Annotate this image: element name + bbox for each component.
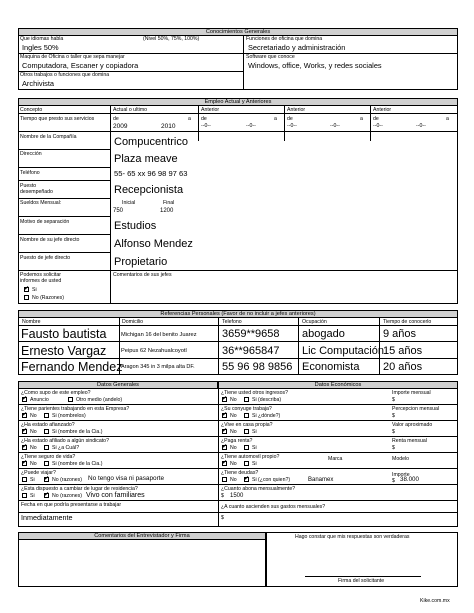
eco-q7: ¿Cuanto abona mensualmente? <box>221 486 296 492</box>
ref-header-nombre: Nombre <box>22 319 41 325</box>
anterior1-from: --0-- <box>201 123 211 129</box>
parientes-si-checkbox[interactable] <box>44 413 49 418</box>
anuncio-label: Anuncio <box>30 397 49 403</box>
solicitar-no-label: No (Razones) <box>32 295 65 301</box>
ref-row-1-ocupacion[interactable]: abogado <box>302 328 345 340</box>
anterior2-to: --0-- <box>330 123 340 129</box>
otro-medio-label: Otro medio (andelo) <box>76 397 123 403</box>
anterior3-de: de <box>373 116 379 122</box>
ingresos-si-checkbox[interactable] <box>244 397 249 402</box>
check-icon: ✔ <box>24 286 30 292</box>
ref-row-1-tiempo[interactable]: 9 años <box>383 328 417 340</box>
eco-q2: ¿Su conyuge trabaja? <box>221 406 272 412</box>
ref-row-2-tiempo[interactable]: 15 años <box>383 345 423 357</box>
deudas-si-label: Si (¿con quien?) <box>252 477 291 483</box>
economicos-title: Datos Económicos <box>314 382 362 388</box>
firma-solicitante-label: Firma del solicitante <box>338 578 385 584</box>
ref-row-2-domicilio[interactable]: Peipus 62 Nezahualcoyotl <box>121 348 187 354</box>
afianzado-si-checkbox[interactable] <box>44 429 49 434</box>
casa-si-label: Si <box>252 429 257 435</box>
eco-percepcion: Percepcion mensual <box>392 406 440 412</box>
actual-de: de <box>113 116 119 122</box>
funciones-value[interactable]: Secretariado y administración <box>248 43 346 52</box>
casa-si-checkbox[interactable] <box>244 429 249 434</box>
final-label: Final <box>163 200 175 206</box>
year-to[interactable]: 2010 <box>161 123 176 130</box>
direccion-value[interactable]: Plaza meave <box>114 153 178 165</box>
check-icon: ✔ <box>244 476 250 482</box>
anterior-header-3: Anterior <box>373 107 392 113</box>
anterior1-to: --0-- <box>246 123 256 129</box>
deudas-no-label: No <box>230 477 237 483</box>
ingresos-no-label: No <box>230 397 237 403</box>
maquinas-value[interactable]: Computadora, Escaner y copiadora <box>22 61 139 70</box>
nombre-compania-value[interactable]: Compucentrico <box>114 136 188 148</box>
empleo-title: Empleo Actual y Anteriores <box>204 99 272 105</box>
auto-si-checkbox[interactable] <box>244 461 249 466</box>
sindicato-no-label: No <box>30 445 37 451</box>
solicitar-si-label: Si <box>32 287 37 293</box>
idiomas-value[interactable]: Ingles 50% <box>22 43 59 52</box>
ref-row-2-ocupacion[interactable]: Lic Computación <box>302 345 384 357</box>
residencia-no-label: No (razones) <box>52 493 82 499</box>
eco-q3: ¿Vive en casa propia? <box>221 422 273 428</box>
eco-q8: ¿A cuanto ascienden sus gastos mensuales? <box>221 504 326 510</box>
conyuge-si-checkbox[interactable] <box>244 413 249 418</box>
otros-label: Otros trabajos o funciones que domina <box>20 72 110 78</box>
generales-title: Datos Generales <box>97 382 139 388</box>
gen-q4: ¿Ha estado afiliado a algún sindicato? <box>21 438 109 444</box>
gen-q2: ¿Tiene parientes trabajando en esta Empresa? <box>21 406 130 412</box>
hago-constar: Hago constar que mis respuestas son verdaderas <box>295 534 410 540</box>
ref-row-1-domicilio[interactable]: Michigan 16 del benito Juarez <box>121 332 197 338</box>
check-icon: ✔ <box>22 396 28 402</box>
ref-row-1-nombre[interactable]: Fausto bautista <box>21 327 107 341</box>
deudas-no-checkbox[interactable] <box>222 477 227 482</box>
seguro-no-label: No <box>30 461 37 467</box>
renta-dollar: $ <box>392 445 395 451</box>
funciones-label: Funciones de oficina que domina <box>246 36 323 42</box>
anterior2-from: --0-- <box>287 123 297 129</box>
residencia-razon-value[interactable]: Vivo con familiares <box>86 492 145 499</box>
comentarios-jefes-label: Comentarios de sus jefes <box>113 272 172 278</box>
idiomas-hint: (Nivel 50%, 75%, 100%) <box>143 36 200 42</box>
casa-no-label: No <box>230 429 237 435</box>
parientes-no-label: No <box>30 413 37 419</box>
afianzado-si-label: Si (nombre de la Cia.) <box>52 429 103 435</box>
puesto-jefe-label: Puesto de jefe directo <box>20 255 71 261</box>
seguro-si-label: Si (nombre de la Cia.) <box>52 461 103 467</box>
sindicato-si-label: Si ¿a Cuál? <box>52 445 80 451</box>
inicial-value[interactable]: 750 <box>113 208 124 214</box>
viajar-no-label: No (razones) <box>52 477 82 483</box>
ref-row-2-nombre[interactable]: Ernesto Vargaz <box>21 344 107 358</box>
residencia-si-label: Si <box>30 493 35 499</box>
afianzado-no-label: No <box>30 429 37 435</box>
motivo-label: Motivo de separación <box>20 219 70 225</box>
check-icon: ✔ <box>44 492 50 498</box>
telefono-label: Teléfono <box>20 170 40 176</box>
residencia-si-checkbox[interactable] <box>22 493 27 498</box>
eco-q6: ¿Tiene deudas? <box>221 470 259 476</box>
check-icon: ✔ <box>222 444 228 450</box>
anterior2-de: de <box>287 116 293 122</box>
fecha-value[interactable]: Inmediatamente <box>21 513 73 522</box>
final-value[interactable]: 1200 <box>160 208 174 214</box>
check-icon: ✔ <box>44 476 50 482</box>
eco-marca: Marca <box>328 456 343 462</box>
ref-header-telefono: Telefono <box>222 319 242 325</box>
gen-q7: ¿Esta dispuesto a cambiar de lugar de residencia? <box>21 486 138 492</box>
jefe-value[interactable]: Alfonso Mendez <box>114 238 193 250</box>
deudas-banco-value[interactable]: Banamex <box>308 477 334 483</box>
gen-q6: ¿Puede viajar? <box>21 470 56 476</box>
ingresos-dollar: $ <box>392 397 395 403</box>
gen-q8: Fecha en que podría presentarse a trabajar <box>21 502 122 508</box>
anterior3-from: --0-- <box>373 123 383 129</box>
deudas-dollar: $ <box>392 478 395 484</box>
check-icon: ✔ <box>22 444 28 450</box>
direccion-label: Dirección <box>20 151 42 157</box>
anterior-header-2: Anterior <box>287 107 306 113</box>
check-icon: ✔ <box>222 460 228 466</box>
tiempo-label: Tiempo que presto sus servicios <box>20 116 95 122</box>
check-icon: ✔ <box>22 428 28 434</box>
seguro-si-checkbox[interactable] <box>44 461 49 466</box>
maquinas-label: Maquina de Oficina o taller que sepa manejar <box>20 54 125 60</box>
eco-importe-mensual: Importe mensual <box>392 390 431 396</box>
renta-si-label: Si <box>252 445 257 451</box>
gastos-dollar: $ <box>221 515 224 521</box>
check-icon: ✔ <box>22 460 28 466</box>
solicitar-label: Podemos solicitar informes de usted <box>20 272 62 284</box>
casa-dollar: $ <box>392 429 395 435</box>
eco-modelo: Modelo <box>392 456 410 462</box>
footer-site: Kike.com.mx <box>420 598 450 604</box>
ref-row-2-telefono[interactable]: 36**965847 <box>222 345 280 357</box>
check-icon: ✔ <box>22 412 28 418</box>
sueldos-label: Sueldos Mensual: <box>20 200 62 206</box>
puesto-value[interactable]: Recepcionista <box>114 184 184 196</box>
idiomas-label: Que idiomas habla <box>20 36 64 42</box>
eco-q1: ¿Tiene usted otros ingresos? <box>221 390 288 396</box>
jefe-label: Nombre de su jefe directo <box>20 237 80 243</box>
eco-q5: ¿Tiene automovil propio? <box>221 454 280 460</box>
concepto-header: Concepto <box>20 107 43 113</box>
year-from[interactable]: 2009 <box>113 123 128 130</box>
check-icon: ✔ <box>222 428 228 434</box>
otros-value[interactable]: Archivista <box>22 79 55 88</box>
nombre-compania-label: Nombre de la Compañía <box>20 134 77 140</box>
software-label: Software que conoce <box>246 54 295 60</box>
gen-q3: ¿Ha estado afianzado? <box>21 422 75 428</box>
eco-importe: Importe <box>392 472 410 478</box>
renta-no-label: No <box>230 445 237 451</box>
otro-medio-checkbox[interactable] <box>68 397 73 402</box>
ref-header-domicilio: Domicilio <box>122 319 144 325</box>
ref-row-3-domicilio[interactable]: Aragon 345 in 3 milpa alta DF. <box>121 364 195 370</box>
empleo-section <box>18 105 458 304</box>
eco-q4: ¿Paga renta? <box>221 438 253 444</box>
conyuge-dollar: $ <box>392 413 395 419</box>
gen-q1: ¿Como supo de este empleo? <box>21 390 91 396</box>
ref-row-3-tiempo[interactable]: 20 años <box>383 361 423 373</box>
viajar-si-checkbox[interactable] <box>22 477 27 482</box>
comentarios-entrevistador-box[interactable] <box>18 539 266 587</box>
puesto-label: Puesto desempeñado <box>20 183 53 195</box>
ref-row-3-telefono[interactable]: 55 96 98 9856 <box>222 361 293 373</box>
referencias-title: Referencias Personales (Favor de no incluir a jefes anteriores) <box>160 311 316 317</box>
anterior1-de: de <box>201 116 207 122</box>
ref-row-3-nombre[interactable]: Fernando Mendez <box>21 360 123 374</box>
auto-si-label: Si <box>252 461 257 467</box>
eco-valor: Valor aproximado <box>392 422 433 428</box>
anterior2-a: a <box>360 116 363 122</box>
check-icon: ✔ <box>222 412 228 418</box>
motivo-value[interactable]: Estudios <box>114 220 157 232</box>
eco-renta: Renta mensual <box>392 438 427 444</box>
sindicato-si-checkbox[interactable] <box>44 445 49 450</box>
ref-header-tiempo: Tiempo de conocerlo <box>383 319 432 325</box>
actual-a: a <box>188 116 191 122</box>
abona-dollar: $ <box>221 493 224 499</box>
viajar-razon-value[interactable]: No tengo visa ni pasaporte <box>88 475 165 482</box>
anterior3-a: a <box>446 116 449 122</box>
ref-row-1-telefono[interactable]: 3659**9658 <box>222 328 280 340</box>
anterior1-a: a <box>274 116 277 122</box>
gen-q5: ¿Tiene seguro de vida? <box>21 454 76 460</box>
solicitar-no-checkbox[interactable] <box>24 295 29 300</box>
viajar-si-label: Si <box>30 477 35 483</box>
parientes-si-label: Si (nombrelos) <box>52 413 86 419</box>
abona-value[interactable]: 1500 <box>230 493 244 499</box>
auto-no-label: No <box>230 461 237 467</box>
conocimientos-title: Conocimientos Generales <box>205 29 271 35</box>
comentarios-entrevistador-title: Comentarios del Entrevistador y Firma <box>94 533 190 539</box>
anterior-header-1: Anterior <box>201 107 220 113</box>
ref-header-ocupacion: Ocupación <box>302 319 327 325</box>
conyuge-no-label: No <box>230 413 237 419</box>
software-value[interactable]: Windows, office, Works, y redes sociales <box>248 61 382 70</box>
actual-header: Actual o ultimo <box>113 107 148 113</box>
telefono-value[interactable]: 55- 65 xx 96 98 97 63 <box>114 169 188 178</box>
puesto-jefe-value[interactable]: Propietario <box>114 256 168 268</box>
ingresos-si-label: Si (describa) <box>252 397 282 403</box>
inicial-label: Inicial <box>122 200 136 206</box>
check-icon: ✔ <box>222 396 228 402</box>
deudas-importe-value[interactable]: 38.000 <box>400 476 419 483</box>
ref-row-3-ocupacion[interactable]: Economista <box>302 361 360 373</box>
conyuge-si-label: Si ¿dónde?) <box>252 413 281 419</box>
anterior3-to: --0-- <box>416 123 426 129</box>
renta-si-checkbox[interactable] <box>244 445 249 450</box>
